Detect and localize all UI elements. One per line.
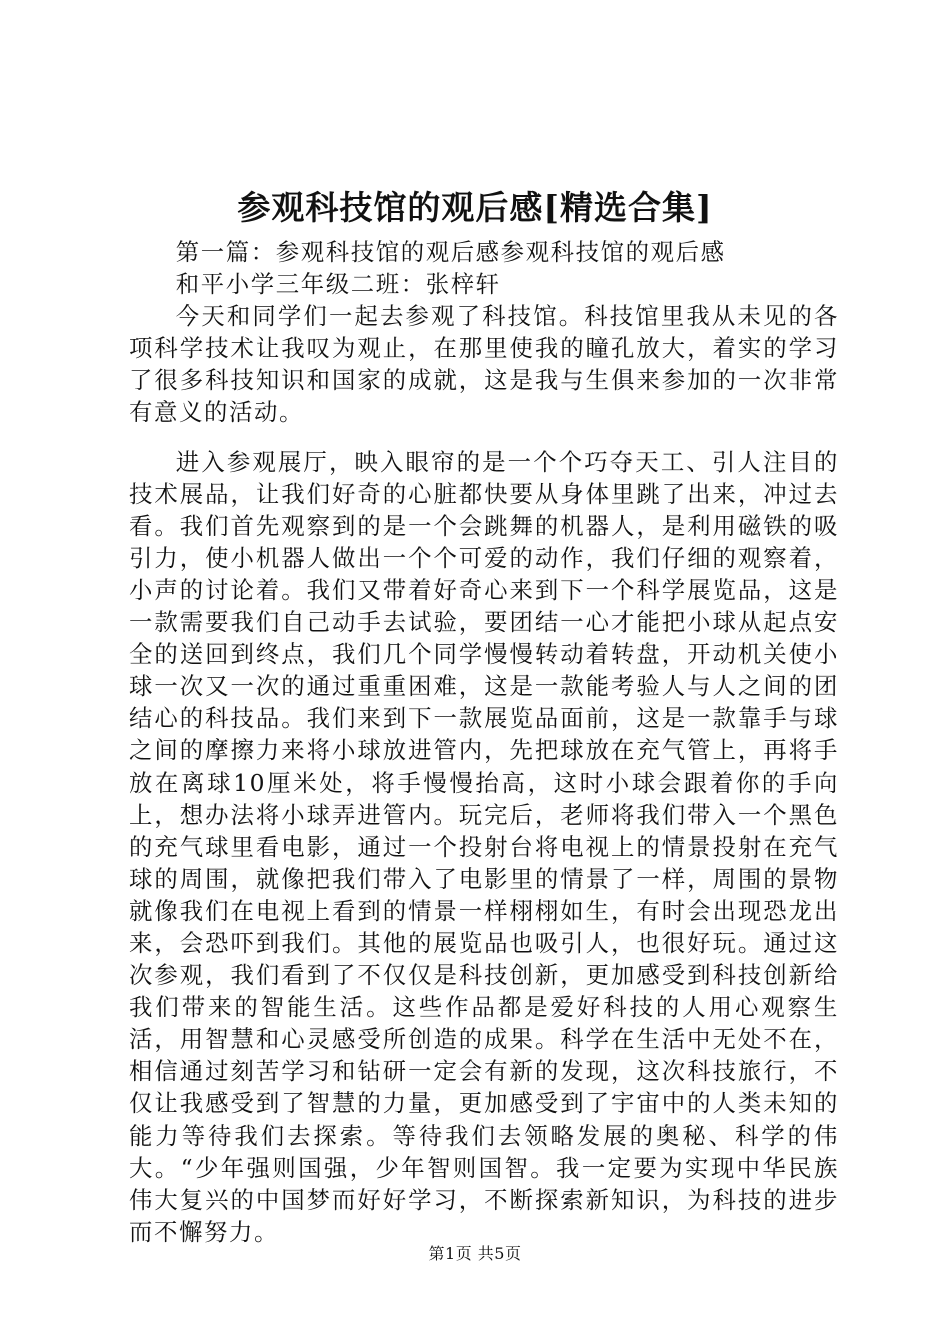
subtitle-line: 第一篇：参观科技馆的观后感参观科技馆的观后感 <box>175 238 726 266</box>
document-title: 参观科技馆的观后感[精选合集] <box>237 188 713 227</box>
document-body <box>129 236 839 1248</box>
paragraph: 今天和同学们一起去参观了科技馆。科技馆里我从未见的各项科学技术让我叹为观止，在那里使我的瞳孔放大，着实的学习了很多科技知识和国家的成就，这是我与生俱来参加的一次非常有意义的活动。 <box>129 302 839 427</box>
page-footer: 第1页 共5页 <box>428 1244 522 1263</box>
paragraph: 进入参观展厅，映入眼帘的是一个个巧夺天工、引人注目的技术展品，让我们好奇的心脏都快要从身体里跳了出来，冲过去看。我们首先观察到的是一个会跳舞的机器人，是利用磁铁的吸引力，使小机器人做出一个个可爱的动作，我们仔细的观察着，小声的讨论着。我们又带着好奇心来到下一个科学展览品，这是一款需要我们自己动手去试验，要团结一心才能把小球从起点安全的送回到终点，我们几个同学慢慢转动着转盘，开动机关使小球一次又一次的通过重重困难，这是一款能考验人与人之间的团结心的科技品。我们来到下一款展览品面前，这是一款靠手与球之间的摩擦力来将小球放进管内，先把球放在充气管上，再将手放在离球10厘米处，将手慢慢抬高，这时小球会跟着你的手向上，想办法将小球弄进管内。玩完后，老师将我们带入一个黑色的充气球里看电影，通过一个投射台将电视上的情景投射在充气球的周围，就像把我们带入了电影里的情景了一样，周围的景物就像我们在电视上看到的情景一样栩栩如生，有时会出现恐龙出来，会恐吓到我们。其他的展览品也吸引人，也很好玩。通过这次参观，我们看到了不仅仅是科技创新，更加感受到科技创新给我们带来的智能生活。这些作品都是爱好科技的人用心观察生活，用智慧和心灵感受所创造的成果。科学在生活中无处不在，相信通过刻苦学习和钻研一定会有新的发现，这次科技旅行，不仅让我感受到了智慧的力量，更加感受到了宇宙中的人类未知的能力等待我们去探索。等待我们去领略发展的奥秘、科学的伟大。“少年强则国强，少年智则国智。我一定要为实现中华民族伟大复兴的中国梦而好好学习，不断探索新知识，为科技的进步而不懈努力。 <box>129 447 839 1246</box>
author-line: 和平小学三年级二班：张梓轩 <box>175 270 501 299</box>
